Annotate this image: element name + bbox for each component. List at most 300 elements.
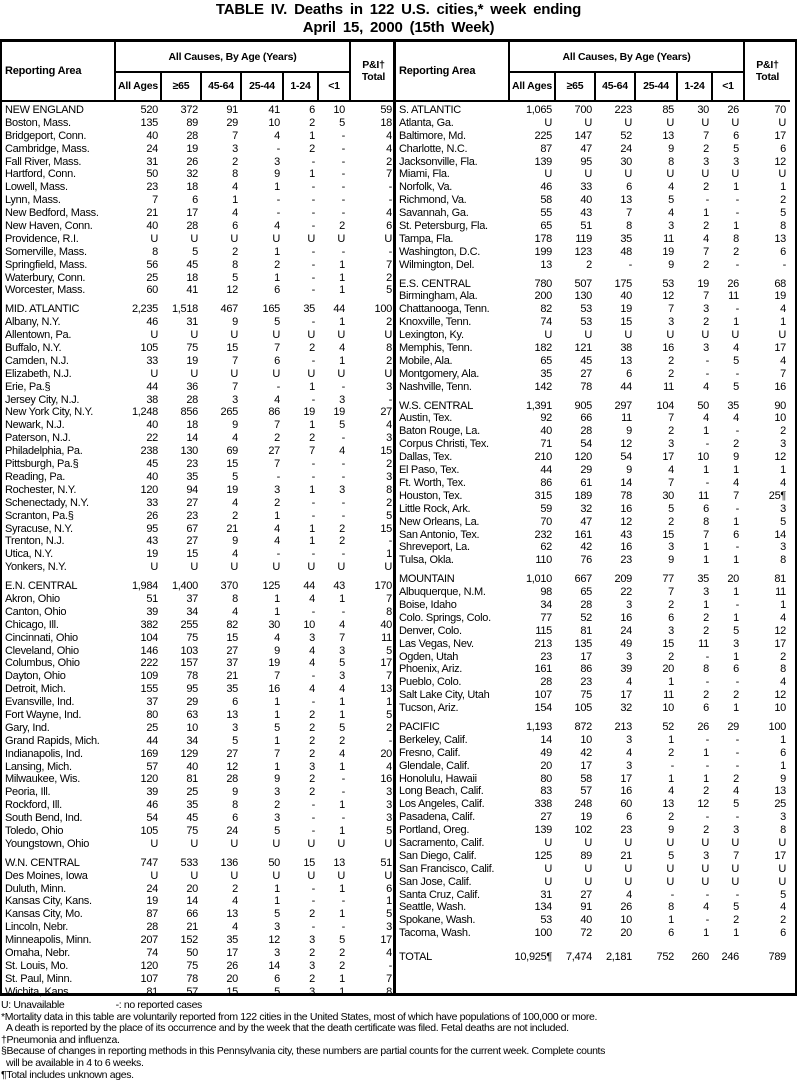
value-cell: 8 — [386, 985, 392, 998]
value-cell: 44 — [620, 380, 632, 393]
value-cell: 4 — [626, 676, 632, 689]
value-cell: 1,010 — [525, 573, 552, 586]
value-cell: U — [337, 329, 345, 342]
value-cell: 136 — [220, 856, 238, 869]
value-cell: 161 — [534, 663, 552, 676]
value-cell: 3 — [626, 650, 632, 663]
value-cell: 13 — [620, 194, 632, 207]
value-cell: 5 — [339, 934, 345, 947]
value-cell: 2,181 — [605, 951, 632, 964]
city-row — [2, 773, 393, 786]
value-cell: 50 — [268, 856, 280, 869]
value-cell: 11 — [663, 689, 674, 702]
city-row — [2, 908, 393, 921]
value-cell: - — [311, 316, 315, 329]
value-cell: 1 — [274, 181, 280, 194]
value-cell: 5 — [274, 721, 280, 734]
value-cell: 11 — [775, 586, 786, 599]
value-cell: 5 — [733, 380, 739, 393]
value-cell: 19 — [146, 548, 158, 561]
value-cell: 4 — [733, 476, 739, 489]
value-cell: U — [624, 836, 632, 849]
value-cell: 4 — [309, 592, 315, 605]
reporting-area-cell: Mobile, Ala. — [399, 354, 453, 367]
reporting-area-cell: Springfield, Mass. — [5, 258, 88, 271]
value-cell: 17 — [620, 689, 632, 702]
value-cell: - — [735, 598, 739, 611]
city-row — [2, 696, 393, 709]
value-cell: 49 — [540, 746, 552, 759]
reporting-area-cell: San Antonio, Tex. — [399, 528, 480, 541]
value-cell: 1 — [703, 772, 709, 785]
city-row — [2, 168, 393, 181]
value-cell: 1 — [733, 702, 739, 715]
value-cell: - — [388, 194, 392, 207]
value-cell: 18 — [186, 271, 198, 284]
value-cell: 4 — [703, 901, 709, 914]
value-cell: - — [311, 194, 315, 207]
value-cell: 2 — [339, 535, 345, 548]
value-cell: U — [584, 116, 592, 129]
value-cell: U — [584, 875, 592, 888]
value-cell: 39 — [146, 786, 158, 799]
value-cell: - — [311, 605, 315, 618]
value-cell: 15 — [226, 342, 238, 355]
value-cell: - — [735, 258, 739, 271]
value-cell: 10 — [774, 702, 786, 715]
value-cell: 35 — [226, 934, 238, 947]
value-cell: U — [150, 329, 158, 342]
value-cell: 90 — [774, 399, 786, 412]
region-section-s-atlantic — [396, 104, 790, 272]
reporting-area-cell: Kansas City, Kans. — [5, 895, 92, 908]
value-cell: 8 — [152, 245, 158, 258]
value-cell: 86 — [580, 663, 592, 676]
value-cell: 5 — [339, 657, 345, 670]
value-cell: - — [311, 207, 315, 220]
value-cell: - — [670, 759, 674, 772]
pi-label: P&I† — [362, 59, 385, 71]
value-cell: - — [705, 811, 709, 824]
value-cell: 59 — [540, 502, 552, 515]
value-cell: 2 — [274, 496, 280, 509]
value-cell: 7 — [626, 207, 632, 220]
value-cell: 59 — [380, 104, 392, 116]
value-cell: 3 — [626, 733, 632, 746]
value-cell: U — [272, 837, 280, 850]
value-cell: 4 — [780, 476, 786, 489]
value-cell: 170 — [374, 580, 392, 593]
value-cell: 7 — [232, 354, 238, 367]
city-row — [396, 464, 790, 477]
reporting-area-cell: Toledo, Ohio — [5, 824, 64, 837]
value-cell: 38 — [620, 342, 632, 355]
value-cell: 2 — [309, 972, 315, 985]
value-cell: 30 — [268, 618, 280, 631]
value-cell: 2 — [274, 258, 280, 271]
region-total-row — [2, 580, 393, 593]
city-row — [2, 812, 393, 825]
value-cell: 199 — [534, 245, 552, 258]
value-cell: 3 — [780, 811, 786, 824]
city-row — [2, 748, 393, 761]
value-cell: 1 — [780, 733, 786, 746]
footnote-line: ¶Total includes unknown ages. — [1, 1068, 134, 1081]
value-cell: 1 — [309, 522, 315, 535]
value-cell: U — [272, 232, 280, 245]
value-cell: 82 — [226, 618, 238, 631]
value-cell: 5 — [232, 271, 238, 284]
value-cell: 100 — [374, 303, 392, 316]
city-row — [2, 143, 393, 156]
col-header-45-64: 45-64 — [596, 73, 636, 100]
reporting-area-cell: Rockford, Ill. — [5, 799, 62, 812]
footnote-legend — [1, 1000, 795, 1012]
reporting-area-cell: New Haven, Conn. — [5, 220, 93, 233]
value-cell: - — [705, 476, 709, 489]
value-cell: - — [628, 258, 632, 271]
value-cell: U — [230, 232, 238, 245]
value-cell: U — [307, 869, 315, 882]
value-cell: 5 — [733, 354, 739, 367]
value-cell: 1 — [274, 509, 280, 522]
value-cell: 2 — [733, 438, 739, 451]
value-cell: 8 — [780, 824, 786, 837]
value-cell: 9 — [274, 168, 280, 181]
value-cell: 3 — [339, 483, 345, 496]
city-row — [396, 438, 790, 451]
value-cell: - — [311, 548, 315, 561]
value-cell: 747 — [140, 856, 158, 869]
footnote-line: *Mortality data in this table are voluntarily reported from 122 cities in the United States, most of which have populations of 100,000 or more. — [1, 1010, 598, 1023]
reporting-area-cell: Gary, Ind. — [5, 721, 50, 734]
value-cell: - — [311, 245, 315, 258]
value-cell: 28 — [146, 921, 158, 934]
value-cell: - — [311, 812, 315, 825]
value-cell: 789 — [768, 951, 786, 964]
city-row — [396, 824, 790, 837]
value-cell: 4 — [339, 445, 345, 458]
value-cell: 31 — [186, 316, 198, 329]
city-row — [2, 632, 393, 645]
city-row — [2, 419, 393, 432]
value-cell: - — [311, 496, 315, 509]
value-cell: 2 — [703, 181, 709, 194]
value-cell: 28 — [580, 425, 592, 438]
value-cell: 15 — [662, 528, 674, 541]
value-cell: 16 — [774, 380, 786, 393]
value-cell: 16 — [620, 785, 632, 798]
value-cell: 26 — [620, 901, 632, 914]
value-cell: 11 — [663, 380, 674, 393]
value-cell: 19 — [146, 895, 158, 908]
value-cell: 1 — [703, 425, 709, 438]
value-cell: 82 — [540, 303, 552, 316]
value-cell: 1 — [733, 586, 739, 599]
city-row — [396, 914, 790, 927]
value-cell: 110 — [535, 554, 552, 567]
value-cell: 3 — [274, 483, 280, 496]
value-cell: - — [341, 786, 345, 799]
pi-label: P&I† — [756, 59, 779, 71]
value-cell: 7 — [668, 412, 674, 425]
value-cell: 7 — [386, 258, 392, 271]
city-row — [396, 329, 790, 342]
value-cell: 56 — [146, 258, 158, 271]
city-row — [396, 734, 790, 747]
city-row — [396, 612, 790, 625]
reporting-area-cell: Allentown, Pa. — [5, 329, 72, 342]
value-cell: 35 — [697, 573, 709, 586]
value-cell: 2 — [274, 432, 280, 445]
value-cell: 15 — [662, 637, 674, 650]
value-cell: 2 — [733, 772, 739, 785]
footnote-line: A death is reported by the place of its occurrence and by the week that the death certificate was filed. Fetal deaths are not included. — [6, 1022, 569, 1035]
value-cell: 5 — [232, 734, 238, 747]
value-cell: 6 — [668, 927, 674, 940]
city-row — [2, 986, 393, 999]
reporting-area-cell: Buffalo, N.Y. — [5, 342, 62, 355]
value-cell: 24 — [620, 142, 632, 155]
value-cell: U — [544, 862, 552, 875]
footnote-line: §Because of changes in reporting methods in this Pennsylvania city, these numbers are partial counts for the current week. Complete counts — [1, 1045, 606, 1058]
value-cell: 4 — [386, 129, 392, 142]
reporting-area-cell: Albany, N.Y. — [5, 316, 61, 329]
value-cell: 87 — [146, 908, 158, 921]
reporting-area-cell: El Paso, Tex. — [399, 464, 460, 477]
value-cell: U — [190, 837, 198, 850]
value-cell: 39 — [146, 605, 158, 618]
value-cell: U — [701, 836, 709, 849]
value-cell: 17 — [380, 934, 392, 947]
value-cell: - — [311, 354, 315, 367]
city-row — [396, 541, 790, 554]
value-cell: 4 — [232, 181, 238, 194]
region-total-row — [396, 400, 790, 413]
value-cell: 40 — [580, 194, 592, 207]
value-cell: 75 — [580, 689, 592, 702]
value-cell: 6 — [386, 220, 392, 233]
value-cell: 4 — [274, 522, 280, 535]
value-cell: 130 — [574, 290, 592, 303]
value-cell: U — [272, 329, 280, 342]
value-cell: U — [584, 329, 592, 342]
reporting-area-cell: Colo. Springs, Colo. — [399, 611, 491, 624]
value-cell: - — [735, 207, 739, 220]
city-row — [396, 181, 790, 194]
city-row — [2, 619, 393, 632]
value-cell: 6 — [780, 927, 786, 940]
value-cell: 35 — [186, 470, 198, 483]
value-cell: 11 — [698, 489, 709, 502]
reporting-area-cell: Jacksonville, Fla. — [399, 155, 478, 168]
value-cell: 123 — [574, 245, 592, 258]
value-cell: - — [735, 303, 739, 316]
value-cell: 5 — [274, 824, 280, 837]
reporting-area-cell: Tulsa, Okla. — [399, 554, 454, 567]
city-row — [396, 798, 790, 811]
value-cell: U — [384, 837, 392, 850]
value-cell: 21 — [186, 921, 198, 934]
value-cell: 35 — [186, 799, 198, 812]
value-cell: U — [701, 875, 709, 888]
reporting-area-cell: Fall River, Mass. — [5, 155, 82, 168]
value-cell: 12 — [620, 515, 632, 528]
reporting-area-cell: Fresno, Calif. — [399, 746, 461, 759]
value-cell: 41 — [268, 104, 280, 116]
value-cell: 1 — [274, 895, 280, 908]
value-cell: 40 — [380, 618, 392, 631]
value-cell: 1,065 — [525, 104, 552, 116]
col-header-ge65: ≥65 — [556, 73, 596, 100]
value-cell: 1,984 — [131, 580, 158, 593]
value-cell: 45 — [146, 458, 158, 471]
city-row — [2, 523, 393, 536]
reporting-area-cell: Cleveland, Ohio — [5, 644, 79, 657]
value-cell: 1,391 — [525, 399, 552, 412]
value-cell: 1 — [274, 605, 280, 618]
value-cell: 1 — [274, 696, 280, 709]
value-cell: 165 — [262, 303, 280, 316]
city-row — [2, 709, 393, 722]
value-cell: 1 — [339, 708, 345, 721]
value-cell: 1 — [339, 271, 345, 284]
value-cell: 6 — [192, 194, 198, 207]
city-row — [396, 220, 790, 233]
value-cell: U — [666, 836, 674, 849]
col-header-all-ages: All Ages — [116, 73, 162, 100]
value-cell: 3 — [626, 759, 632, 772]
value-cell: 1 — [733, 650, 739, 663]
value-cell: - — [311, 284, 315, 297]
value-cell: 91 — [580, 901, 592, 914]
value-cell: 372 — [180, 104, 198, 116]
value-cell: 15 — [380, 445, 392, 458]
value-cell: 8 — [780, 663, 786, 676]
value-cell: - — [735, 888, 739, 901]
value-cell: 4 — [309, 683, 315, 696]
reporting-area-cell: Wichita, Kans. — [5, 985, 72, 998]
value-cell: 2 — [386, 155, 392, 168]
value-cell: 27 — [226, 644, 238, 657]
value-cell: - — [341, 245, 345, 258]
region-total-row — [396, 104, 790, 117]
value-cell: 32 — [186, 168, 198, 181]
value-cell: - — [311, 393, 315, 406]
value-cell: 3 — [386, 432, 392, 445]
value-cell: 13 — [774, 232, 786, 245]
reporting-area-cell: Worcester, Mass. — [5, 284, 85, 297]
value-cell: 40 — [146, 129, 158, 142]
reporting-area-cell: Norfolk, Va. — [399, 181, 453, 194]
value-cell: 2 — [339, 522, 345, 535]
value-cell: 2 — [309, 908, 315, 921]
value-cell: U — [190, 329, 198, 342]
value-cell: 32 — [580, 502, 592, 515]
region-section-w-s-central — [396, 400, 790, 568]
value-cell: 7 — [703, 129, 709, 142]
value-cell: - — [735, 194, 739, 207]
reporting-area-cell: MOUNTAIN — [399, 573, 455, 586]
value-cell: 52 — [620, 129, 632, 142]
value-cell: 13 — [333, 856, 345, 869]
city-row — [2, 934, 393, 947]
city-row — [2, 645, 393, 658]
value-cell: 6 — [733, 129, 739, 142]
value-cell: 2 — [309, 747, 315, 760]
value-cell: 4 — [339, 747, 345, 760]
value-cell: - — [311, 696, 315, 709]
value-cell: 32 — [620, 702, 632, 715]
value-cell: 7 — [309, 445, 315, 458]
value-cell: 35 — [226, 683, 238, 696]
value-cell: 2,235 — [131, 303, 158, 316]
value-cell: U — [230, 367, 238, 380]
city-row — [396, 529, 790, 542]
value-cell: 4 — [668, 207, 674, 220]
value-cell: 2 — [309, 947, 315, 959]
value-cell: 17 — [620, 772, 632, 785]
city-row — [396, 676, 790, 689]
value-cell: 6 — [626, 367, 632, 380]
value-cell: 2 — [386, 496, 392, 509]
value-cell: 27 — [186, 496, 198, 509]
value-cell: 15 — [226, 985, 238, 998]
value-cell: U — [544, 875, 552, 888]
value-cell: 3 — [386, 380, 392, 393]
value-cell: 1 — [339, 258, 345, 271]
city-row — [396, 194, 790, 207]
value-cell: 17 — [380, 657, 392, 670]
value-cell: 63 — [186, 708, 198, 721]
region-section-new-england — [2, 104, 393, 297]
value-cell: 7 — [780, 367, 786, 380]
value-cell: - — [705, 759, 709, 772]
value-cell: 24 — [146, 142, 158, 155]
city-row — [2, 329, 393, 342]
reporting-area-cell: Little Rock, Ark. — [399, 502, 471, 515]
value-cell: 25 — [774, 798, 786, 811]
col-header-all-ages: All Ages — [510, 73, 556, 100]
value-cell: 12 — [774, 451, 786, 464]
value-cell: - — [705, 914, 709, 927]
value-cell: - — [341, 181, 345, 194]
value-cell: 4 — [733, 342, 739, 355]
value-cell: 2 — [703, 316, 709, 329]
value-cell: - — [341, 773, 345, 786]
value-cell: 48 — [620, 245, 632, 258]
value-cell: 1 — [339, 696, 345, 709]
col-header-1-24: 1-24 — [284, 73, 319, 100]
value-cell: 80 — [540, 772, 552, 785]
value-cell: 12 — [697, 798, 709, 811]
value-cell: U — [190, 232, 198, 245]
value-cell: 42 — [580, 746, 592, 759]
reporting-area-cell: New Orleans, La. — [399, 515, 480, 528]
value-cell: 1 — [339, 760, 345, 773]
value-cell: 24 — [146, 882, 158, 895]
value-cell: 43 — [580, 207, 592, 220]
reporting-area-cell: Lansing, Mich. — [5, 760, 72, 773]
value-cell: 1 — [339, 908, 345, 921]
value-cell: 7 — [668, 476, 674, 489]
value-cell: 2 — [339, 220, 345, 233]
reporting-area-cell: San Francisco, Calif. — [399, 862, 495, 875]
value-cell: U — [624, 862, 632, 875]
value-cell: 161 — [574, 528, 592, 541]
value-cell: 26 — [727, 277, 739, 290]
value-cell: 2 — [780, 194, 786, 207]
